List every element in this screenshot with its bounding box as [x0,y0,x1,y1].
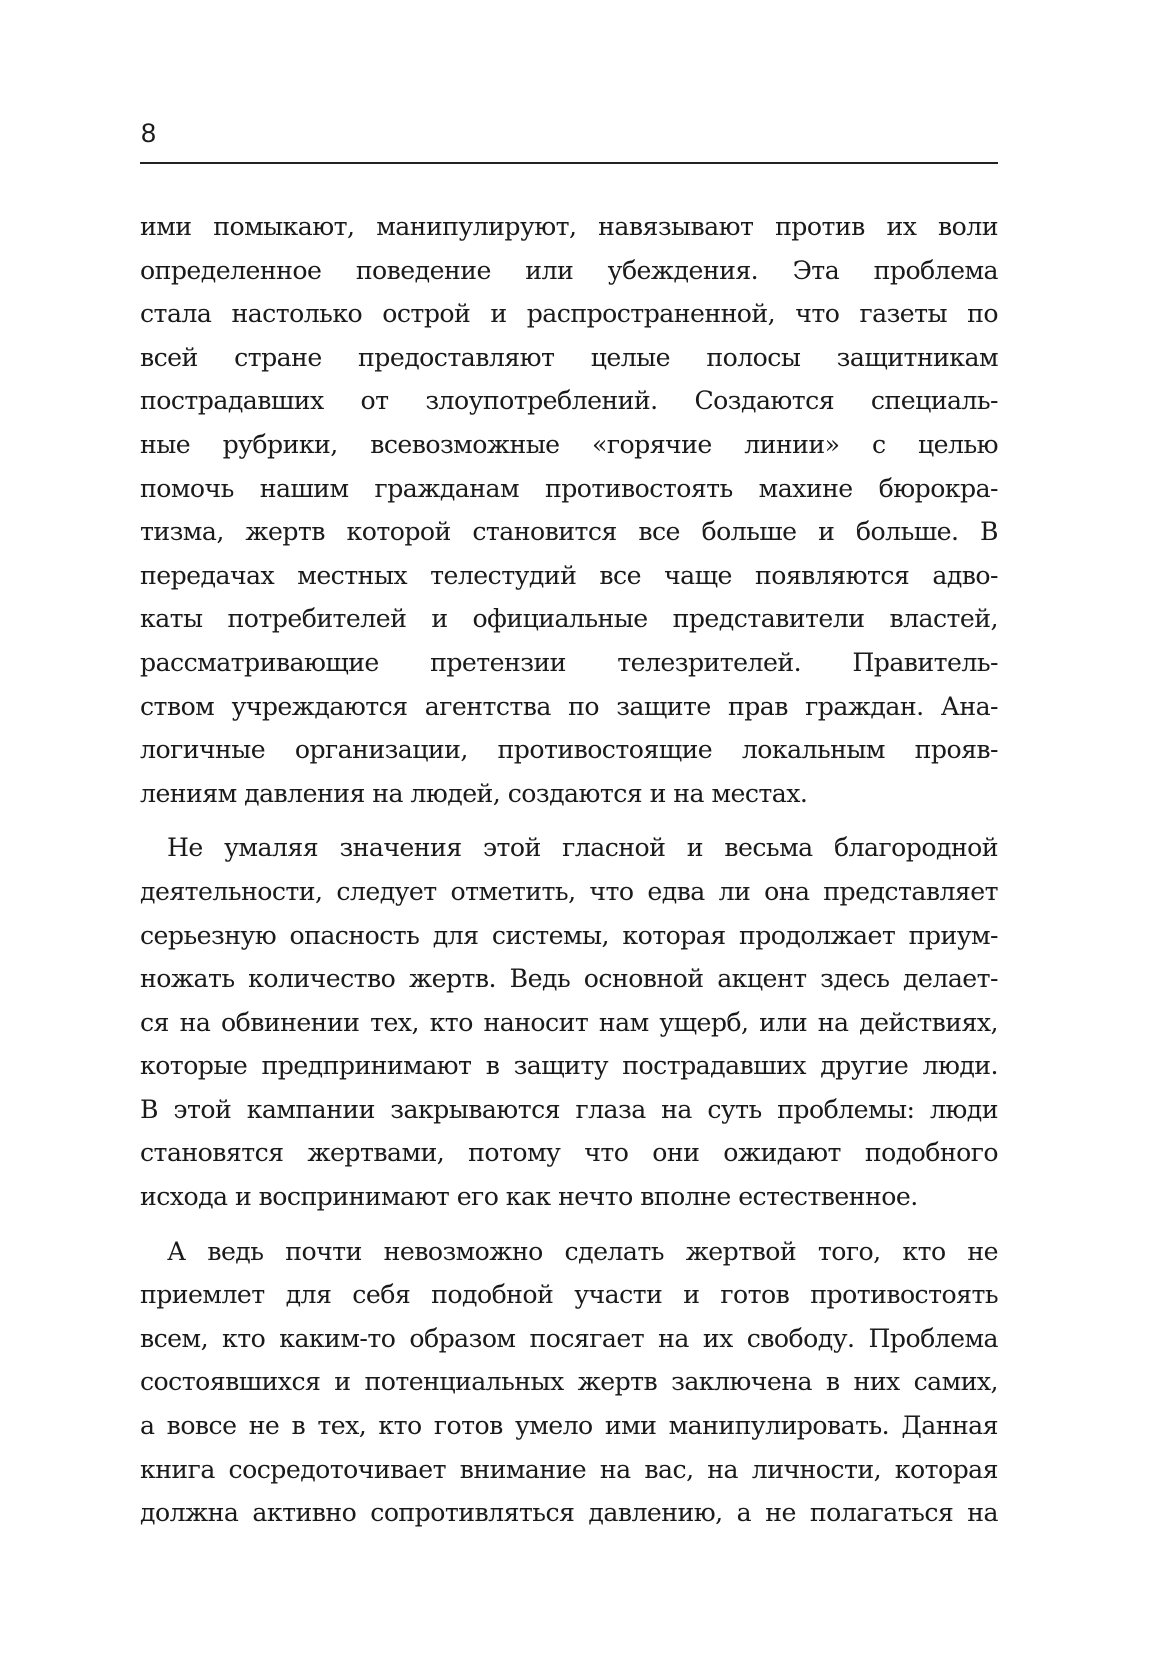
text-line: помочь нашим гражданам противостоять махине бюрокра- [140,473,998,503]
text-line: книга сосредоточивает внимание на вас, на личности, которая [140,1454,998,1484]
text-line: каты потребителей и официальные представители властей, [140,604,998,634]
text-line: логичные организации, противостоящие локальным прояв- [140,735,998,765]
text-line: пострадавших от злоупотреблений. Создаются специаль- [140,386,998,416]
paragraph-3 [140,1230,998,1535]
page-header [140,118,998,148]
header-divider [140,162,998,164]
text-line: всем, кто каким-то образом посягает на их свободу. Проблема [140,1323,998,1353]
text-line: деятельности, следует отметить, что едва ли она представляет [140,876,998,906]
text-line: ножать количество жертв. Ведь основной акцент здесь делает- [140,964,998,994]
text-line: В этой кампании закрываются глаза на суть проблемы: люди [140,1094,998,1124]
text-line: тизма, жертв которой становится все больше и больше. В [140,517,998,547]
text-line: которые предпринимают в защиту пострадавших другие люди. [140,1051,998,1081]
text-line: ством учреждаются агентства по защите прав граждан. Ана- [140,691,998,721]
text-line: ся на обвинении тех, кто наносит нам ущерб, или на действиях, [140,1007,998,1037]
paragraph-1 [140,205,998,815]
text-line: а вовсе не в тех, кто готов умело ими манипулировать. Данная [140,1411,998,1441]
text-line: А ведь почти невозможно сделать жертвой того, кто не [167,1236,998,1266]
text-line: всей стране предоставляют целые полосы защитникам [140,342,998,372]
text-line: состоявшихся и потенциальных жертв заключена в них самих, [140,1367,998,1397]
page-number: 8 [141,118,157,148]
text-line: должна активно сопротивляться давлению, а не полагаться на [140,1498,998,1528]
text-line: ные рубрики, всевозможные «горячие линии» с целью [140,429,998,459]
text-line: определенное поведение или убеждения. Эта проблема [140,255,998,285]
text-line: лениям давления на людей, создаются и на местах. [140,778,808,808]
text-line: исхода и воспринимают его как нечто вполне естественное. [140,1182,918,1212]
text-line: серьезную опасность для системы, которая продолжает приум- [140,920,998,950]
paragraph-2 [140,826,998,1218]
text-line: стала настолько острой и распространенной, что газеты по [140,299,998,329]
body-text [140,205,998,1546]
text-line: приемлет для себя подобной участи и готов противостоять [140,1280,998,1310]
text-line: становятся жертвами, потому что они ожидают подобного [140,1138,998,1168]
text-line: передачах местных телестудий все чаще появляются адво- [140,560,998,590]
text-line: ими помыкают, манипулируют, навязывают против их воли [140,212,998,241]
text-line: Не умаляя значения этой гласной и весьма благородной [167,833,998,863]
text-line: рассматривающие претензии телезрителей. Правитель- [140,647,998,677]
